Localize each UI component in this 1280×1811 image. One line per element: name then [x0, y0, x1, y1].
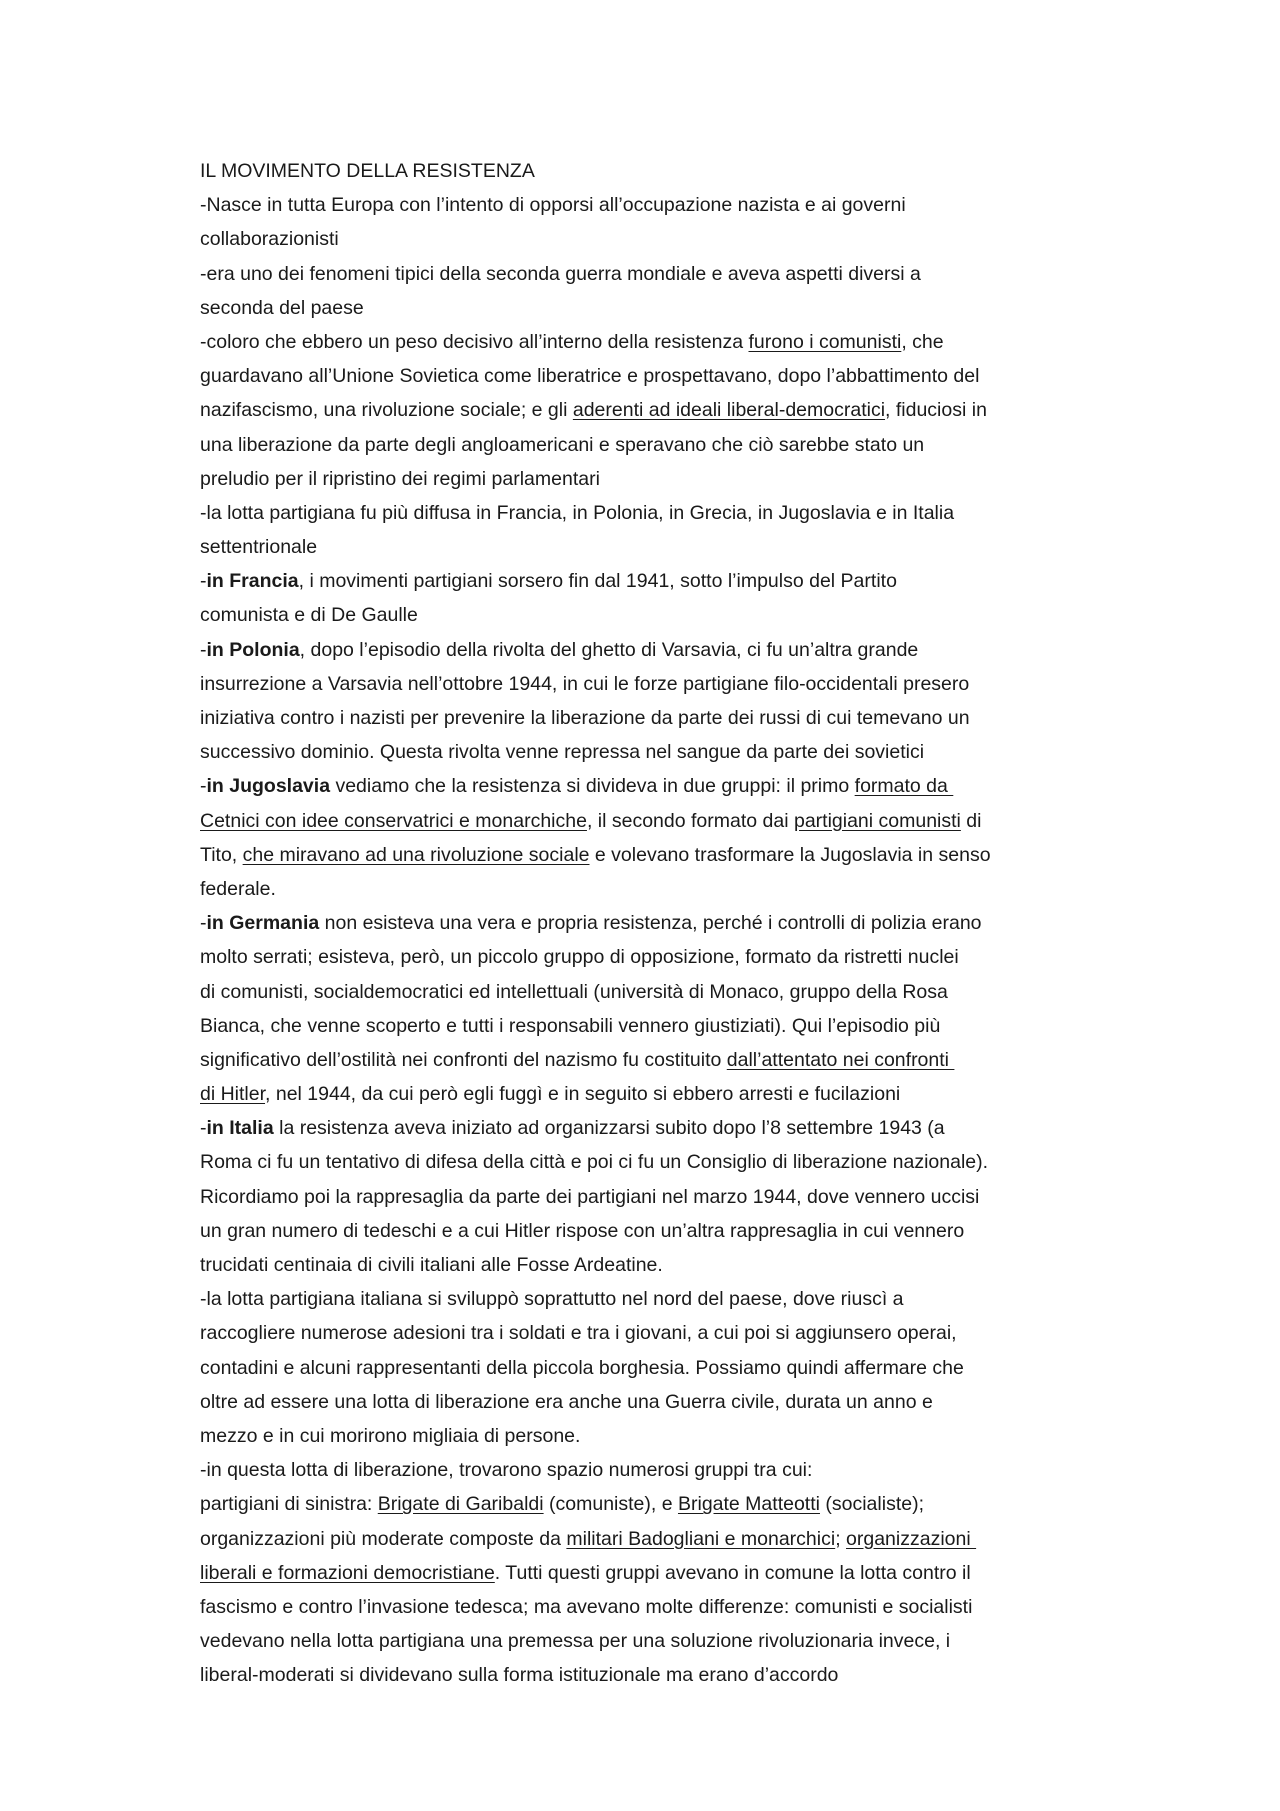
document-body — [200, 154, 991, 1692]
text-line — [200, 1590, 991, 1624]
bold-text: in Italia — [206, 1117, 274, 1140]
text-run: di — [960, 809, 982, 832]
text-line — [200, 1009, 991, 1043]
text-run: non esisteva una vera e propria resistenza, perché i controlli di polizia erano — [319, 912, 982, 935]
text-run: -Nasce in tutta Europa con l’intento di opporsi all’occupazione nazista e ai governi — [200, 194, 906, 217]
bold-text: in Francia — [206, 570, 299, 593]
text-line — [200, 1624, 991, 1658]
text-run: oltre ad essere una lotta di liberazione era anche una Guerra civile, durata un anno e — [200, 1390, 933, 1413]
text-run: organizzazioni più moderate composte da — [200, 1527, 567, 1550]
underlined-text: di Hitler — [200, 1083, 266, 1106]
text-run: seconda del paese — [200, 296, 364, 319]
text-run: -la lotta partigiana italiana si sviluppò soprattutto nel nord del paese, dove riuscì a — [200, 1288, 904, 1311]
text-line — [200, 1453, 991, 1487]
text-line — [200, 906, 991, 940]
text-line — [200, 1316, 991, 1350]
text-line — [200, 1145, 991, 1179]
text-run: - — [200, 1117, 207, 1140]
text-run: . Tutti questi gruppi avevano in comune la lotta contro il — [494, 1561, 971, 1584]
text-run: - — [200, 638, 207, 661]
underlined-text: liberali e formazioni democristiane — [200, 1561, 495, 1584]
text-line — [200, 667, 991, 701]
bold-text: in Jugoslavia — [206, 775, 331, 798]
text-line — [200, 1043, 991, 1077]
underlined-text: dall’attentato nei confronti — [726, 1048, 955, 1071]
text-run: Ricordiamo poi la rappresaglia da parte dei partigiani nel marzo 1944, dove vennero uccisi — [200, 1185, 980, 1208]
text-line — [200, 1487, 991, 1521]
underlined-text: organizzazioni — [846, 1527, 977, 1550]
underlined-text: partigiani comunisti — [793, 809, 961, 832]
text-run: Tito, — [200, 843, 243, 866]
text-line — [200, 325, 991, 359]
text-run: molto serrati; esisteva, però, un piccolo gruppo di opposizione, formato da ristretti nuclei — [200, 946, 959, 969]
text-run: -la lotta partigiana fu più diffusa in Francia, in Polonia, in Grecia, in Jugoslavia e in Italia — [200, 501, 955, 524]
text-run: nazifascismo, una rivoluzione sociale; e gli — [200, 399, 573, 422]
text-run: liberal-moderati si dividevano sulla forma istituzionale ma erano d’accordo — [200, 1664, 839, 1687]
text-line — [200, 393, 991, 427]
text-line — [200, 735, 991, 769]
text-run: iniziativa contro i nazisti per prevenire la liberazione da parte dei russi di cui temevano un — [200, 707, 970, 729]
text-line — [200, 940, 991, 974]
underlined-text: formato da — [854, 775, 954, 798]
text-line — [200, 1180, 991, 1214]
text-line — [200, 496, 991, 530]
text-run: , che — [901, 330, 944, 353]
text-line — [200, 1522, 991, 1556]
text-run: -coloro che ebbero un peso decisivo all’interno della resistenza — [200, 330, 749, 353]
underlined-text: Cetnici con idee conservatrici e monarchiche — [200, 809, 587, 832]
bold-text: in Germania — [206, 912, 320, 935]
text-line — [200, 1419, 991, 1453]
text-run: (socialiste); — [819, 1493, 924, 1516]
text-run: Roma ci fu un tentativo di difesa della città e poi ci fu un Consiglio di liberazione nazionale). — [200, 1151, 989, 1174]
text-line — [200, 804, 991, 838]
text-run: vediamo che la resistenza si divideva in due gruppi: il primo — [330, 775, 855, 798]
text-run: collaborazionisti — [200, 228, 339, 251]
text-run: settentrionale — [200, 536, 318, 559]
text-run: fascismo e contro l’invasione tedesca; ma avevano molte differenze: comunisti e socialisti — [200, 1595, 973, 1618]
text-run: - — [200, 570, 207, 593]
text-line — [200, 1658, 991, 1692]
text-run: partigiani di sinistra: — [200, 1493, 378, 1516]
text-line — [200, 1248, 991, 1282]
text-line — [200, 769, 991, 803]
text-run: contadini e alcuni rappresentanti della piccola borghesia. Possiamo quindi affermare che — [200, 1356, 964, 1379]
text-run: un gran numero di tedeschi e a cui Hitler rispose con un’altra rappresaglia in cui vennero — [200, 1219, 965, 1242]
underlined-text: Brigate di Garibaldi — [377, 1493, 544, 1516]
text-run: vedevano nella lotta partigiana una premessa per una soluzione rivoluzionaria invece, i — [200, 1630, 951, 1653]
text-run: , il secondo formato dai — [586, 809, 794, 832]
text-line — [200, 1214, 991, 1248]
text-run: e volevano trasformare la Jugoslavia in senso — [589, 843, 991, 866]
text-run: - — [200, 775, 207, 798]
text-run: trucidati centinaia di civili italiani alle Fosse Ardeatine. — [200, 1254, 663, 1276]
text-run: una liberazione da parte degli angloamericani e speravano che ciò sarebbe stato un — [200, 433, 925, 456]
text-line — [200, 975, 991, 1009]
text-line — [200, 1111, 991, 1145]
text-line — [200, 1282, 991, 1316]
text-line — [200, 530, 991, 564]
text-run: preludio per il ripristino dei regimi parlamentari — [200, 467, 600, 490]
text-run: , nel 1944, da cui però egli fuggì e in seguito si ebbero arresti e fucilazioni — [265, 1083, 901, 1106]
text-run: -in questa lotta di liberazione, trovarono spazio numerosi gruppi tra cui: — [200, 1459, 813, 1482]
text-line — [200, 291, 991, 325]
text-run: significativo dell’ostilità nei confronti del nazismo fu costituito — [200, 1048, 727, 1071]
document-title — [200, 154, 991, 188]
text-line — [200, 633, 991, 667]
text-run: Bianca, che venne scoperto e tutti i responsabili vennero giustiziati). Qui l’episodio più — [200, 1014, 941, 1037]
text-line — [200, 462, 991, 496]
text-run: di comunisti, socialdemocratici ed intellettuali (università di Monaco, gruppo della Rosa — [200, 980, 948, 1003]
text-line — [200, 872, 991, 906]
text-run: raccogliere numerose adesioni tra i soldati e tra i giovani, a cui poi si aggiunsero operai, — [200, 1322, 957, 1345]
text-line — [200, 222, 991, 256]
text-run: (comuniste), e — [543, 1493, 678, 1516]
text-line — [200, 1077, 991, 1111]
text-line — [200, 428, 991, 462]
text-line — [200, 359, 991, 393]
text-run: la resistenza aveva iniziato ad organizzarsi subito dopo l’8 settembre 1943 (a — [273, 1117, 945, 1140]
underlined-text: aderenti ad ideali liberal-democratici — [572, 399, 886, 422]
text-line — [200, 257, 991, 291]
text-run: , dopo l’episodio della rivolta del ghetto di Varsavia, ci fu un’altra grande — [299, 638, 919, 661]
text-run: successivo dominio. Questa rivolta venne repressa nel sangue da parte dei sovietici — [200, 741, 925, 764]
text-run: -era uno dei fenomeni tipici della seconda guerra mondiale e aveva aspetti diversi a — [200, 262, 921, 285]
underlined-text: furono i comunisti — [748, 330, 902, 353]
text-line — [200, 1385, 991, 1419]
text-line — [200, 598, 991, 632]
text-line — [200, 838, 991, 872]
text-run: comunista e di De Gaulle — [200, 604, 418, 627]
text-run: , i movimenti partigiani sorsero fin dal 1941, sotto l’impulso del Partito — [298, 570, 897, 593]
text-run: guardavano all’Unione Sovietica come liberatrice e prospettavano, dopo l’abbattimento del — [200, 365, 980, 388]
bold-text: in Polonia — [206, 638, 300, 661]
text-line — [200, 188, 991, 222]
text-run: federale. — [200, 877, 276, 900]
text-line — [200, 564, 991, 598]
text-line — [200, 701, 991, 735]
text-line — [200, 1556, 991, 1590]
underlined-text: Brigate Matteotti — [677, 1493, 820, 1516]
text-run: , fiduciosi in — [885, 399, 987, 422]
underlined-text: che miravano ad una rivoluzione sociale — [242, 843, 590, 866]
text-run: insurrezione a Varsavia nell’ottobre 1944, in cui le forze partigiane filo-occidentali presero — [200, 672, 970, 695]
text-line — [200, 1351, 991, 1385]
text-run: ; — [835, 1527, 847, 1550]
underlined-text: militari Badogliani e monarchici — [566, 1527, 836, 1550]
text-run: mezzo e in cui morirono migliaia di persone. — [200, 1424, 581, 1447]
text-run: - — [200, 912, 207, 935]
text-run: IL MOVIMENTO DELLA RESISTENZA — [200, 160, 535, 182]
